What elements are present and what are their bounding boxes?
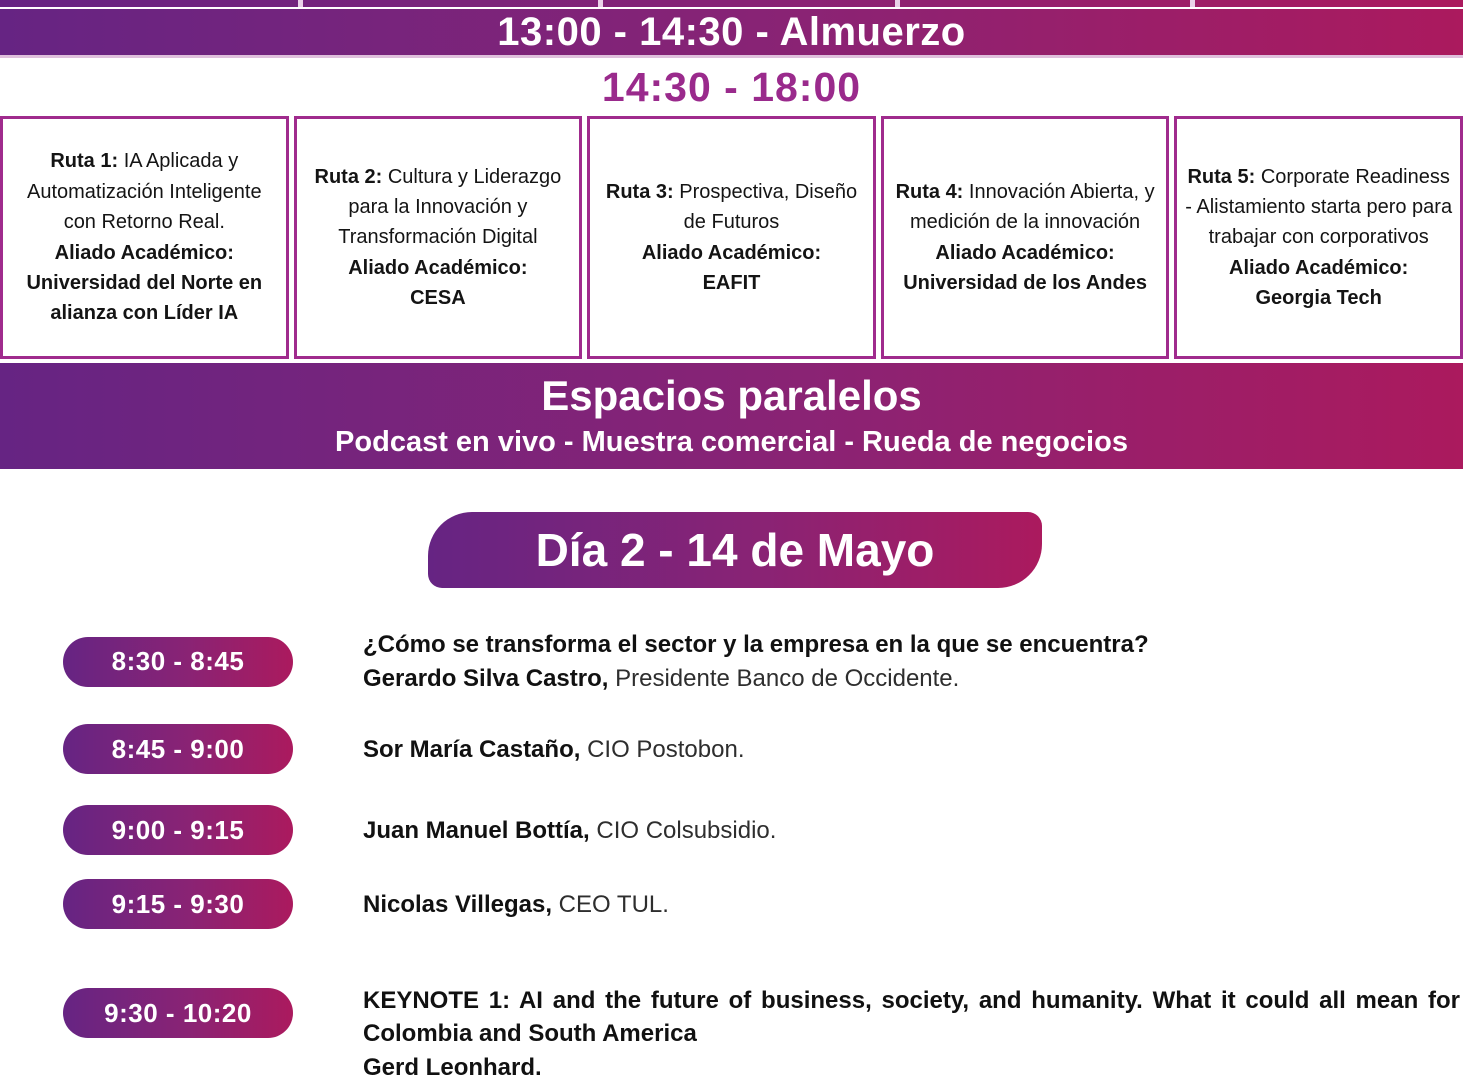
schedule-row (63, 628, 1460, 695)
session-speaker-line (363, 662, 1460, 695)
route-partner-name: Georgia Tech (1255, 287, 1382, 310)
speaker-role: CEO TUL. (552, 891, 669, 918)
route-partner-label: Aliado Académico: (348, 256, 528, 279)
session-text (363, 813, 1460, 847)
day-2-badge-text: Día 2 - 14 de Mayo (535, 524, 935, 576)
session-speaker-line (363, 1051, 1460, 1080)
route-cell-5 (1174, 116, 1463, 359)
top-cutoff-table-strip (0, 0, 1463, 7)
lunch-banner (0, 9, 1463, 58)
route-title: Ruta 4: Innovación Abierta, y medición de la innovación (895, 180, 1155, 234)
schedule-row (63, 805, 1460, 855)
speaker-name: Sor María Castaño, (363, 736, 581, 763)
time-badge: 9:15 - 9:30 (63, 879, 293, 929)
time-badge: 8:45 - 9:00 (63, 724, 293, 774)
route-partner-name: Universidad del Norte en alianza con Líder IA (26, 271, 263, 325)
schedule-row (63, 724, 1460, 774)
session-speaker-line (363, 814, 1460, 847)
route-partner-label: Aliado Académico: (935, 241, 1115, 264)
time-badge: 8:30 - 8:45 (63, 637, 293, 687)
route-partner-name: EAFIT (702, 271, 761, 294)
route-cell-4 (881, 116, 1170, 359)
route-title: Ruta 5: Corporate Readiness - Alistamiento starta pero para trabajar con corporativos (1185, 165, 1453, 249)
afternoon-time-text: 14:30 - 18:00 (601, 63, 862, 110)
route-title: Ruta 2: Cultura y Liderazgo para la Innovación y Transformación Digital (314, 165, 562, 249)
parallel-spaces-title: Espacios paralelos (541, 371, 922, 419)
route-cell-2 (294, 116, 583, 359)
route-partner-label: Aliado Académico: (54, 241, 234, 264)
route-partner-name: Universidad de los Andes (903, 271, 1147, 294)
routes-table (0, 116, 1463, 359)
parallel-spaces-subtitle: Podcast en vivo - Muestra comercial - Rueda de negocios (335, 426, 1128, 459)
schedule-row (63, 984, 1460, 1080)
speaker-role: CIO Postobon. (580, 736, 745, 763)
session-speaker-line (363, 733, 1460, 766)
column-divider (298, 0, 303, 7)
time-badge: 9:30 - 10:20 (63, 988, 293, 1038)
speaker-name: Gerardo Silva Castro, (363, 665, 609, 692)
session-text (363, 732, 1460, 766)
session-speaker-line (363, 888, 1460, 921)
day-2-schedule (63, 628, 1460, 1080)
parallel-spaces-banner (0, 363, 1463, 469)
schedule-row (63, 879, 1460, 929)
route-title: Ruta 1: IA Aplicada y Automatización Inteligente con Retorno Real. (27, 150, 262, 234)
session-text (363, 628, 1460, 695)
route-cell-1 (0, 116, 289, 359)
speaker-role: Presidente Banco de Occidente. (608, 665, 960, 692)
speaker-name: Juan Manuel Bottía, (363, 817, 590, 844)
column-divider (895, 0, 900, 7)
session-title: KEYNOTE 1: AI and the future of business, society, and humanity. What it could all mean for Colombia and South America (363, 987, 1460, 1047)
session-text (363, 984, 1460, 1080)
route-partner-label: Aliado Académico: (1229, 256, 1409, 279)
speaker-role: CIO Colsubsidio. (589, 817, 777, 844)
route-partner-name: CESA (410, 287, 466, 310)
time-badge: 9:00 - 9:15 (63, 805, 293, 855)
column-divider (598, 0, 603, 7)
route-title: Ruta 3: Prospectiva, Diseño de Futuros (605, 180, 858, 234)
session-title: ¿Cómo se transforma el sector y la empresa en la que se encuentra? (363, 631, 1149, 658)
lunch-banner-text: 13:00 - 14:30 - Almuerzo (497, 9, 966, 54)
route-cell-3 (587, 116, 876, 359)
column-divider (1190, 0, 1195, 7)
speaker-name: Nicolas Villegas, (363, 891, 552, 918)
speaker-name: Gerd Leonhard. (363, 1054, 542, 1080)
session-text (363, 887, 1460, 921)
route-partner-label: Aliado Académico: (641, 241, 822, 264)
afternoon-time-heading (0, 58, 1463, 116)
day-2-badge (428, 512, 1042, 588)
